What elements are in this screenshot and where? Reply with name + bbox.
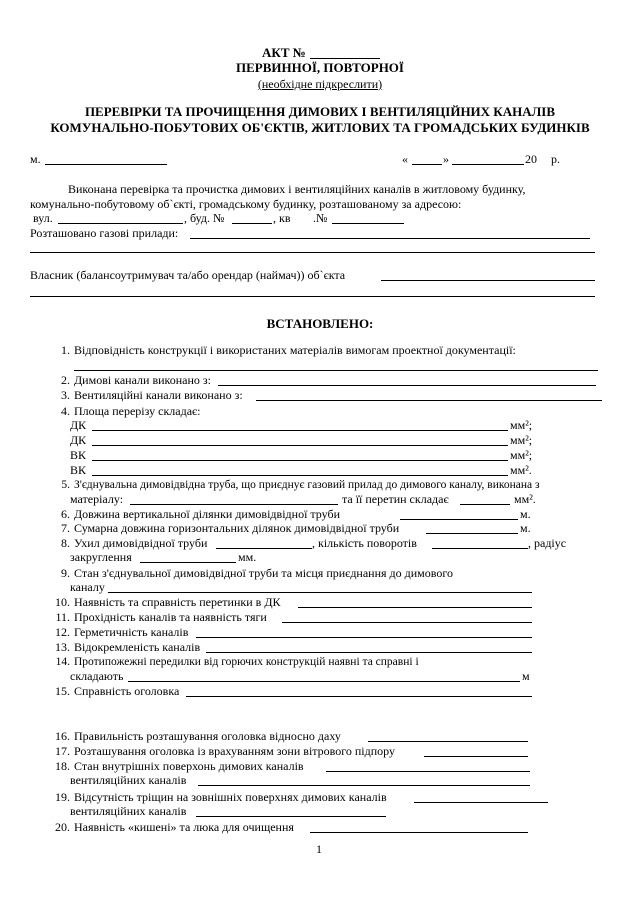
- item-1: 1. Відповідність конструкції і використаних матеріалів вимогам проектної документації:: [61, 343, 516, 357]
- item-4: 4. Площа перерізу складає:: [61, 404, 201, 418]
- title-line-2: КОМУНАЛЬНО-ПОБУТОВИХ ОБ'ЄКТІВ, ЖИТЛОВИХ ТА ГРОМАДСЬКИХ БУДИНКІВ: [50, 120, 590, 135]
- gas-line-2[interactable]: [30, 252, 595, 253]
- house-label: , буд. №: [184, 211, 225, 225]
- street-line[interactable]: [58, 223, 183, 224]
- date-day-line[interactable]: [412, 164, 442, 165]
- item-19-line-2[interactable]: [196, 816, 386, 817]
- item-15-line[interactable]: [186, 696, 532, 697]
- item-5-material-line[interactable]: [130, 504, 338, 505]
- item-17: 17. Розташування оголовка із врахуванням зони вітрового підпору: [55, 744, 395, 758]
- item-5-unit: мм².: [514, 492, 536, 506]
- item-13: 13. Відокремленість каналів: [55, 640, 201, 654]
- item-18-line-1[interactable]: [326, 771, 530, 772]
- city-label: м.: [30, 152, 41, 166]
- item-19: 19. Відсутність тріщин на зовнішніх поверхнях димових каналів: [55, 790, 387, 804]
- item-10: 10. Наявність та справність перетинки в ДК: [55, 595, 281, 609]
- item-10-line[interactable]: [298, 607, 532, 608]
- item-15: 15. Справність оголовка: [55, 684, 180, 698]
- gas-line-1[interactable]: [190, 238, 590, 239]
- item-4-row-2-line[interactable]: [92, 445, 508, 446]
- item-18-line2-label: вентиляційних каналів: [70, 773, 187, 787]
- house-line[interactable]: [232, 223, 272, 224]
- item-7-line[interactable]: [426, 533, 518, 534]
- item-17-line[interactable]: [424, 756, 528, 757]
- act-type-line: ПЕРВИННОЇ, ПОВТОРНОЇ: [236, 60, 404, 75]
- city-line[interactable]: [45, 164, 167, 165]
- item-14: 14. Протипожежні передилки від горючих конструкцій наявні та справні і: [55, 656, 419, 668]
- item-14-line[interactable]: [128, 681, 520, 682]
- item-13-line[interactable]: [206, 652, 532, 653]
- date-year: 20: [525, 152, 537, 166]
- date-quote-close: »: [443, 152, 449, 166]
- item-4-row-2-unit: мм²;: [510, 433, 533, 447]
- act-number-line: [310, 58, 380, 59]
- item-11: 11. Прохідність каналів та наявність тяги: [55, 610, 267, 624]
- item-7-unit: м.: [520, 521, 531, 535]
- item-5-cross-label: та її перетин складає: [342, 492, 449, 506]
- item-18-line-2[interactable]: [198, 785, 530, 786]
- item-4-row-3-label: ВК: [70, 448, 87, 462]
- item-14-unit: м: [522, 669, 530, 683]
- item-20: 20. Наявність «кишені» та люка для очищення: [55, 820, 294, 834]
- item-12-line[interactable]: [196, 637, 532, 638]
- act-label: АКТ №: [262, 45, 306, 60]
- item-6-unit: м.: [520, 507, 531, 521]
- page-number: 1: [316, 842, 322, 856]
- item-8-turns-line[interactable]: [432, 548, 528, 549]
- gas-label: Розташовано газові прилади:: [30, 226, 179, 240]
- item-9: 9. Стан з'єднувальної димовідвідної труби та місця приєднання до димового: [61, 566, 453, 580]
- item-2-line[interactable]: [218, 385, 596, 386]
- item-19-line2-label: вентиляційних каналів: [70, 804, 187, 818]
- item-20-line[interactable]: [310, 832, 528, 833]
- intro-line-2: комунально-побутовому об`єкті, громадському будинку, розташованому за адресою:: [30, 197, 462, 211]
- item-8-turns-label: , кількість поворотів: [312, 536, 417, 550]
- owner-label: Власник (балансоутримувач та/або орендар (наймач)) об`єкта: [30, 268, 346, 282]
- item-16-line[interactable]: [368, 741, 528, 742]
- item-14-line2-label: складають: [70, 669, 124, 683]
- item-12: 12. Герметичність каналів: [55, 625, 189, 639]
- item-8-rounding-line[interactable]: [140, 562, 236, 563]
- item-6: 6. Довжина вертикальної ділянки димовідвідної труби: [61, 507, 341, 521]
- item-8-radius-label: , радіус: [528, 536, 567, 550]
- item-4-row-1-label: ДК: [70, 418, 87, 432]
- owner-line-2[interactable]: [30, 296, 595, 297]
- item-8-slope-line[interactable]: [216, 548, 312, 549]
- intro-line-1: Виконана перевірка та прочистка димових і вентиляційних каналів в житловому будинку,: [68, 182, 526, 196]
- item-4-row-3-line[interactable]: [92, 460, 508, 461]
- act-type-note: (необхідне підкреслити): [257, 77, 383, 91]
- item-4-row-4-label: ВК: [70, 463, 87, 477]
- owner-line-1[interactable]: [381, 280, 595, 281]
- street-label: вул.: [33, 211, 53, 225]
- date-quote-open: «: [402, 152, 408, 166]
- item-3-line[interactable]: [256, 400, 602, 401]
- apt-no-label: .№: [313, 211, 328, 225]
- item-4-row-2-label: ДК: [70, 433, 87, 447]
- item-7: 7. Сумарна довжина горизонтальних ділянок димовідвідної труби: [61, 521, 400, 535]
- title-line-1: ПЕРЕВІРКИ ТА ПРОЧИЩЕННЯ ДИМОВИХ І ВЕНТИЛЯЦІЙНИХ КАНАЛІВ: [84, 104, 556, 119]
- item-6-line[interactable]: [400, 519, 518, 520]
- item-5-cross-line[interactable]: [460, 504, 510, 505]
- item-8-unit: мм.: [238, 550, 257, 564]
- item-16: 16. Правильність розташування оголовка відносно даху: [55, 729, 341, 743]
- apt-label: , кв: [273, 211, 291, 225]
- item-5: 5. З'єднувальна димовідвідна труба, що приєднує газовий прилад до димового каналу, виконана з: [61, 479, 540, 491]
- item-19-line-1[interactable]: [414, 802, 548, 803]
- item-8-rounding-label: закруглення: [70, 550, 132, 564]
- item-11-line[interactable]: [282, 622, 532, 623]
- item-2: 2. Димові канали виконано з:: [61, 373, 211, 387]
- item-18: 18. Стан внутрішніх поверхонь димових каналів: [55, 759, 304, 773]
- item-4-row-1-line[interactable]: [92, 430, 508, 431]
- item-4-row-3-unit: мм²;: [510, 448, 533, 462]
- item-9-line[interactable]: [108, 592, 532, 593]
- item-3: 3. Вентиляційні канали виконано з:: [61, 388, 243, 402]
- item-5-material-label: матеріалу:: [70, 492, 124, 506]
- apt-no-line[interactable]: [332, 223, 404, 224]
- date-month-line[interactable]: [452, 164, 524, 165]
- item-9-line2-label: каналу: [70, 580, 105, 594]
- item-1-line[interactable]: [74, 370, 598, 371]
- date-year-unit: р.: [551, 152, 560, 166]
- item-4-row-4-unit: мм².: [510, 463, 532, 477]
- item-4-row-4-line[interactable]: [92, 475, 508, 476]
- item-8: 8. Ухил димовідвідної труби: [61, 536, 208, 550]
- section-title: ВСТАНОВЛЕНО:: [266, 316, 374, 331]
- item-4-row-1-unit: мм²;: [510, 418, 533, 432]
